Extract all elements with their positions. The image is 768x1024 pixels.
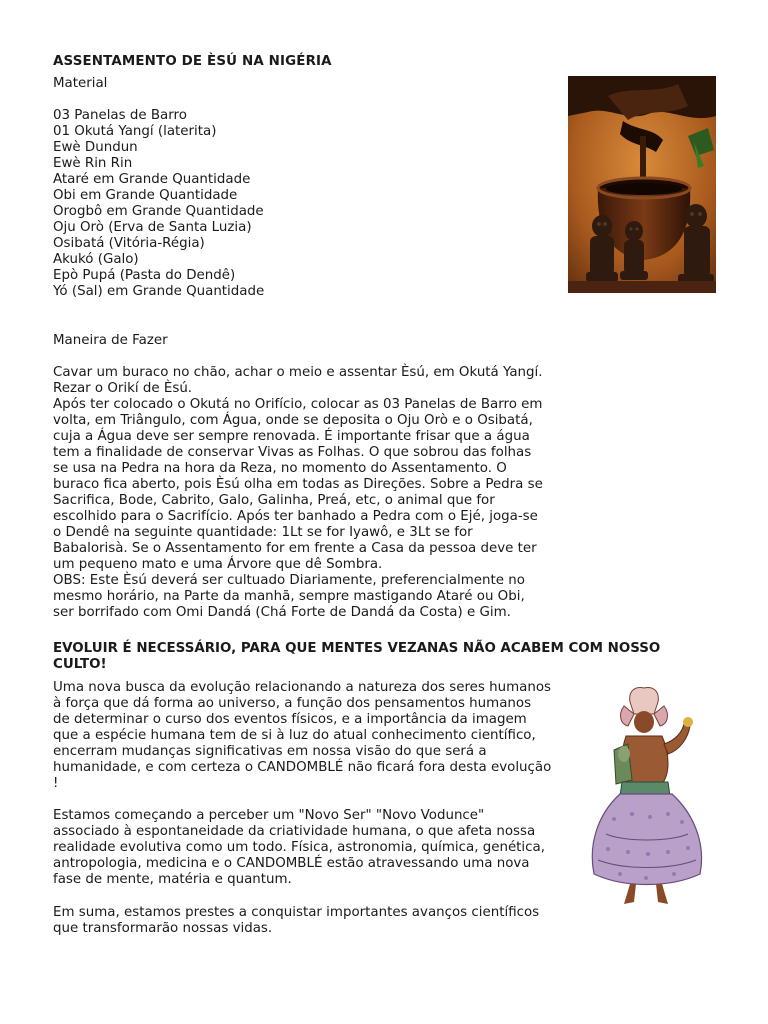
material-item: Akukó (Galo) — [53, 252, 139, 267]
material-item: 03 Panelas de Barro — [53, 108, 187, 123]
paragraph-line: antropologia, medicina e o CANDOMBLÉ estão atravessando uma nova — [53, 856, 530, 871]
section-title — [53, 641, 693, 673]
section-title-line: CULTO! — [53, 657, 107, 672]
paragraph-novo-ser — [53, 808, 545, 888]
material-item: Oju Orò (Erva de Santa Luzia) — [53, 220, 252, 235]
method-line: Cavar um buraco no chão, achar o meio e assentar Èsú, em Okutá Yangí. — [53, 365, 543, 380]
material-item: 01 Okutá Yangí (laterita) — [53, 124, 217, 139]
material-item: Epò Pupá (Pasta do Dendê) — [53, 268, 236, 283]
method-line: Rezar o Orikí de Èsú. — [53, 381, 193, 396]
paragraph-conclusion — [53, 905, 539, 937]
method-line: cuja a Água deve ser sempre renovada. É importante frisar que a água — [53, 429, 530, 444]
material-item: Orogbô em Grande Quantidade — [53, 204, 264, 219]
method-line: mesmo horário, na Parte da manhã, sempre mastigando Ataré ou Obi, — [53, 589, 525, 604]
method-line: Sacrifica, Bode, Cabrito, Galo, Galinha, Preá, etc, o animal que for — [53, 493, 495, 508]
method-line: Após ter colocado o Okutá no Orifício, colocar as 03 Panelas de Barro em — [53, 397, 543, 412]
material-item: Obi em Grande Quantidade — [53, 188, 238, 203]
method-line: se usa na Pedra na hora da Reza, no momento do Assentamento. O — [53, 461, 507, 476]
method-line: um pequeno mato e uma Árvore que dê Sombra. — [53, 557, 383, 572]
paragraph-line: à força que dá forma ao universo, a função dos pensamentos humanos — [53, 696, 532, 711]
method-line: ser borrifado com Omi Dandá (Chá Forte de Dandá da Costa) e Gim. — [53, 605, 511, 620]
paragraph-line: associado à espontaneidade da criatividade humana, o que afeta nossa — [53, 824, 536, 839]
document-heading: ASSENTAMENTO DE ÈSÚ NA NIGÉRIA — [53, 54, 332, 69]
paragraph-line: de determinar o curso dos eventos físicos, e a importância da imagem — [53, 712, 527, 727]
method-line: o Dendê na seguinte quantidade: 1Lt se for Iyawô, e 3Lt se for — [53, 525, 473, 540]
paragraph-line: Em suma, estamos prestes a conquistar importantes avanços científicos — [53, 905, 540, 920]
section-title-line: EVOLUIR É NECESSÁRIO, PARA QUE MENTES VEZANAS NÃO ACABEM COM NOSSO — [53, 641, 661, 656]
paragraph-line: fase de mente, matéria e quantum. — [53, 872, 292, 887]
paragraph-line: realidade evolutiva como um todo. Física, astronomia, química, genética, — [53, 840, 545, 855]
method-line: buraco fica aberto, pois Èsú olha em todas as Direções. Sobre a Pedra se — [53, 477, 543, 492]
paragraph-line: humanidade, e com certeza o CANDOMBLÉ não ficará fora desta evolução — [53, 760, 552, 775]
paragraph-line: Estamos começando a perceber um "Novo Ser" "Novo Vodunce" — [53, 808, 485, 823]
method-label: Maneira de Fazer — [53, 333, 168, 348]
paragraph-line: encerram mudanças significativas em nossa visão do que será a — [53, 744, 487, 759]
paragraph-line: que a espécie humana tem de si à luz do atual conhecimento científico, — [53, 728, 536, 743]
method-line: escolhido para o Sacrifício. Após ter banhado a Pedra com o Ejé, joga-se — [53, 509, 538, 524]
material-item: Yó (Sal) em Grande Quantidade — [53, 284, 265, 299]
material-item: Osibatá (Vitória-Régia) — [53, 236, 205, 251]
assentamento-photo — [568, 76, 716, 293]
paragraph-line: que transformarão nossas vidas. — [53, 921, 273, 936]
paragraph-line: ! — [53, 776, 59, 791]
orixa-illustration — [584, 684, 710, 910]
method-line: volta, em Triângulo, com Água, onde se deposita o Oju Orò e o Osibatá, — [53, 413, 533, 428]
material-item: Ewè Dundun — [53, 140, 138, 155]
method-line: tem a finalidade de conservar Vivas as Folhas. O que sobrou das folhas — [53, 445, 532, 460]
material-list — [53, 108, 264, 300]
paragraph-line: Uma nova busca da evolução relacionando a natureza dos seres humanos — [53, 680, 552, 695]
method-text — [53, 365, 543, 621]
method-line: Babalorisà. Se o Assentamento for em frente a Casa da pessoa deve ter — [53, 541, 537, 556]
material-item: Ataré em Grande Quantidade — [53, 172, 251, 187]
material-label: Material — [53, 76, 108, 91]
method-line: OBS: Este Èsú deverá ser cultuado Diariamente, preferencialmente no — [53, 573, 525, 588]
paragraph-evolution — [53, 680, 551, 792]
material-item: Ewè Rin Rin — [53, 156, 133, 171]
